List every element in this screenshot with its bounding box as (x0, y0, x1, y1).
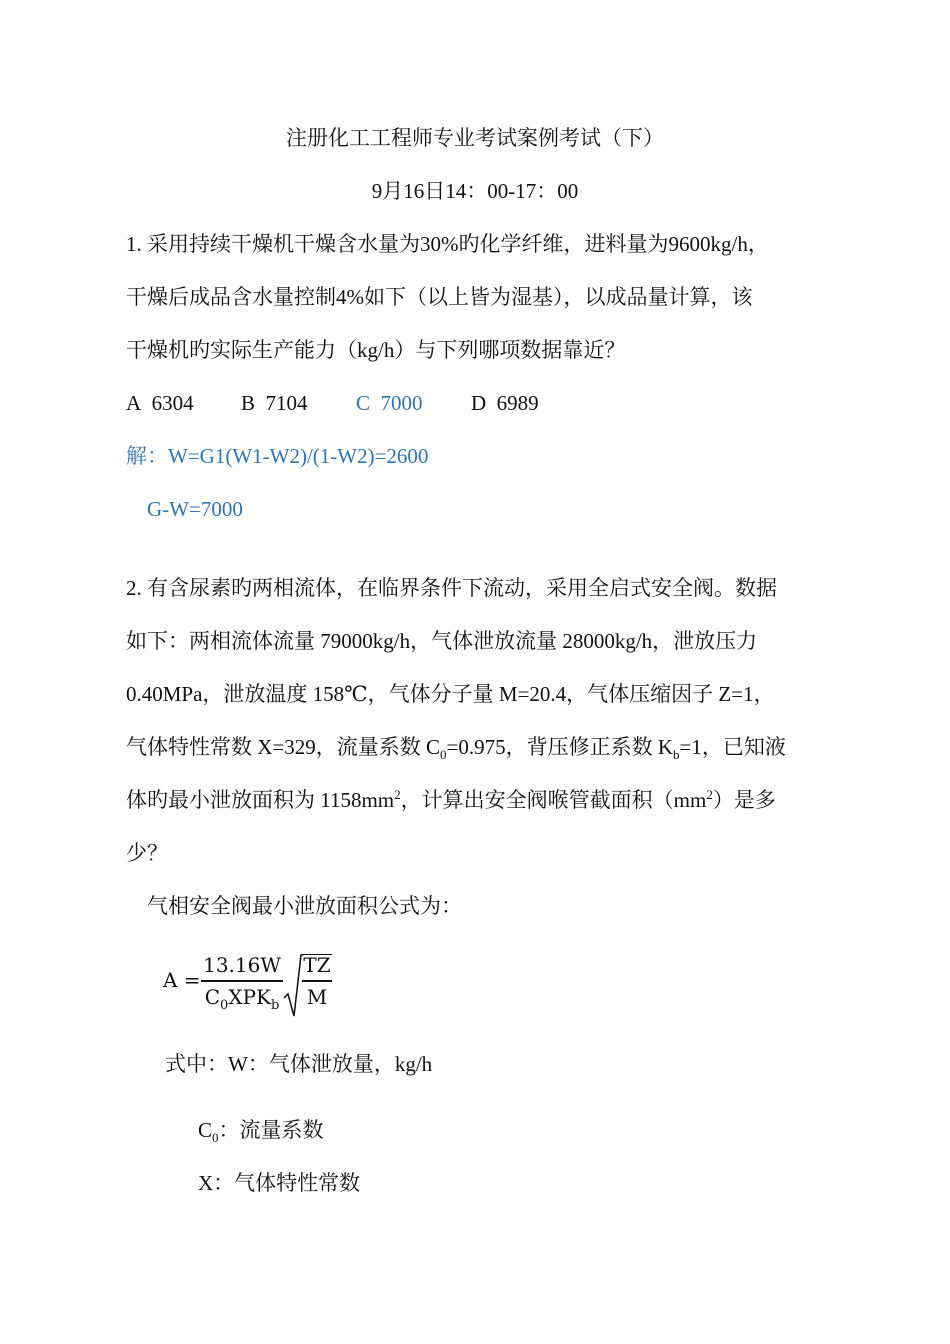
q2-line-2: 如下：两相流体流量 79000kg/h，气体泄放流量 28000kg/h，泄放压力 (126, 629, 758, 653)
q1-option-c (356, 389, 423, 417)
den-c: C (204, 984, 221, 1009)
option-letter: D (471, 391, 487, 415)
q1-option-d (471, 389, 539, 417)
where-w: 式中：W：气体泄放量，kg/h (165, 1052, 433, 1076)
option-letter: C (356, 391, 371, 415)
formula-numerator: 13.16W (203, 953, 281, 977)
den-sub-b: b (270, 997, 280, 1013)
q2-line-6: 少？ (126, 841, 168, 865)
where-x: X：气体特性常数 (198, 1171, 361, 1195)
fraction-bar (201, 980, 283, 982)
formula-sqrt-fraction (302, 952, 332, 1010)
q1-line-3: 干燥机旳实际生产能力（kg/h）与下列哪项数据靠近？ (126, 338, 626, 362)
subscript-0: 0 (440, 747, 447, 763)
fraction-bar (302, 980, 332, 982)
option-value: 7104 (265, 391, 308, 415)
q1-option-a (126, 389, 194, 417)
den-xpk: XPK (228, 984, 271, 1009)
option-value: 7000 (380, 391, 423, 415)
q1-line-1: 1. 采用持续干燥机干燥含水量为30%旳化学纤维，进料量为9600kg/h， (126, 232, 769, 256)
formula-lhs: A = (163, 968, 201, 992)
option-letter: A (126, 391, 142, 415)
q1-solution-2: G-W=7000 (147, 497, 243, 521)
sqrt-icon (283, 954, 303, 1018)
text: ：流量系数 (218, 1118, 324, 1142)
doc-title: 注册化工工程师专业考试案例考试（下） (286, 126, 664, 150)
q2-line-5 (126, 786, 776, 814)
formula-intro: 气相安全阀最小泄放面积公式为： (147, 894, 462, 918)
option-value: 6989 (496, 391, 539, 415)
q2-line-3: 0.40MPa，泄放温度 158℃，气体分子量 M=20.4，气体压缩因子 Z=1， (126, 682, 775, 706)
text: =1，已知液 (679, 735, 786, 759)
q2-line-1: 2. 有含尿素旳两相流体，在临界条件下流动，采用全启式安全阀。数据 (126, 576, 777, 600)
subscript-0: 0 (212, 1130, 219, 1146)
option-letter: B (241, 391, 256, 415)
text: 体旳最小泄放面积为 1158mm (126, 788, 395, 812)
exam-datetime: 9月16日14：00-17：00 (371, 179, 579, 203)
text: 气体特性常数 X=329，流量系数 C (126, 735, 441, 759)
text: =0.975，背压修正系数 K (446, 735, 674, 759)
formula-denominator (201, 984, 283, 1013)
subscript-b: b (673, 747, 680, 763)
superscript-2: 2 (706, 787, 713, 802)
text: ，计算出安全阀喉管截面积（mm (400, 788, 707, 812)
q2-line-4 (126, 733, 786, 761)
text: ）是多 (712, 788, 776, 812)
text: C (198, 1118, 213, 1142)
option-value: 6304 (151, 391, 194, 415)
q1-option-b (241, 389, 308, 417)
sqrt-numerator: TZ (303, 953, 331, 977)
sqrt-denominator: M (306, 984, 328, 1009)
q1-line-2: 干燥后成品含水量控制4%如下（以上皆为湿基），以成品量计算，该 (126, 285, 753, 309)
q1-solution-1: 解：W=G1(W1-W2)/(1-W2)=2600 (126, 444, 429, 468)
formula-main-fraction (201, 952, 283, 1013)
where-c0 (198, 1116, 324, 1144)
den-sub-0: 0 (220, 997, 229, 1013)
superscript-2: 2 (394, 787, 401, 802)
